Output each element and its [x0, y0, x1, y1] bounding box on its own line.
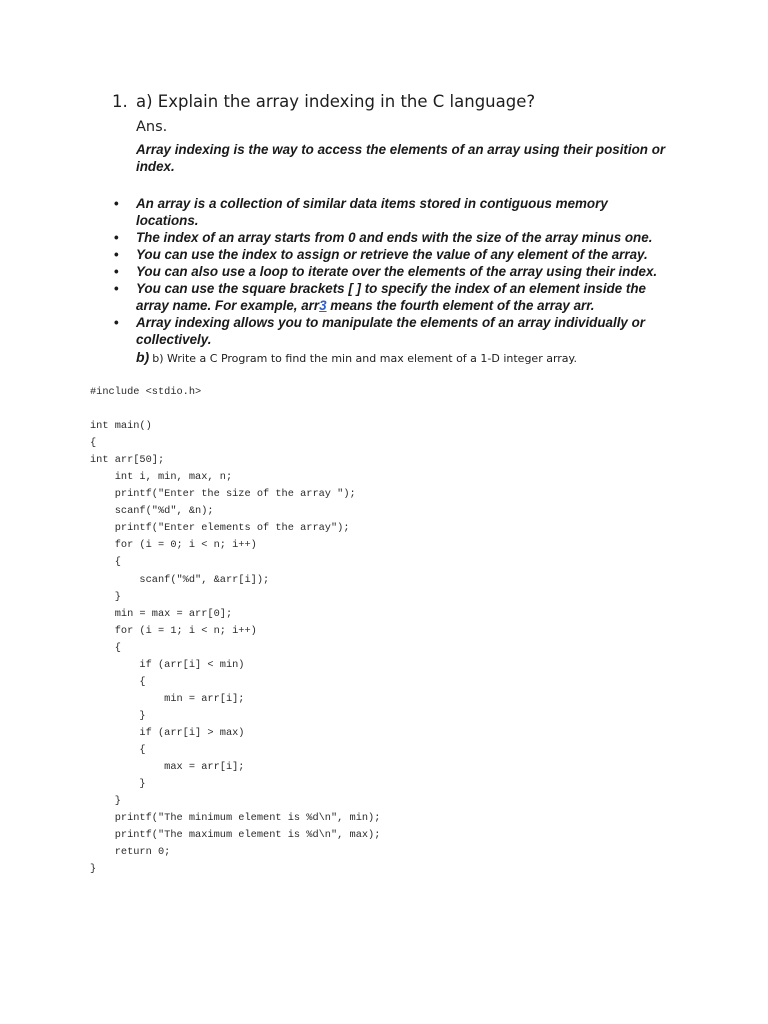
bullet-dot-icon: • [114, 315, 119, 330]
bullet-dot-icon: • [114, 247, 119, 262]
question-number: 1. [112, 92, 128, 111]
code-line: printf("Enter elements of the array"); [90, 522, 350, 535]
part-b-heading [136, 349, 577, 365]
code-line: { [90, 743, 146, 756]
bullet-text: The index of an array starts from 0 and ends with the size of the array minus one. [136, 230, 653, 245]
code-line: printf("The minimum element is %d\n", min); [90, 812, 381, 825]
bullet-text-after: means the fourth element of the array arr. [326, 298, 595, 313]
code-line: max = arr[i]; [90, 761, 245, 774]
question-title: a) Explain the array indexing in the C language? [136, 92, 536, 111]
code-line: { [90, 675, 146, 688]
bullet-text: You can use the index to assign or retrieve the value of any element of the array. [136, 247, 648, 262]
bullet-text: An array is a collection of similar data items stored in contiguous memory locations. [136, 196, 608, 228]
footnote-link[interactable]: 3 [319, 298, 327, 313]
bullet-item [112, 263, 672, 280]
code-line: scanf("%d", &arr[i]); [90, 573, 270, 586]
code-line: scanf("%d", &n); [90, 505, 214, 518]
code-line: if (arr[i] > max) [90, 726, 245, 739]
code-line: } [90, 778, 146, 791]
code-line: { [90, 556, 121, 569]
bullet-dot-icon: • [114, 281, 119, 296]
code-line: } [90, 709, 146, 722]
bullet-item [112, 280, 672, 314]
code-line: int arr[50]; [90, 454, 165, 467]
bullet-list [112, 195, 672, 348]
bullet-dot-icon: • [114, 196, 119, 211]
answer-intro: Array indexing is the way to access the elements of an array using their position or index. [136, 142, 666, 174]
code-line: } [90, 590, 121, 603]
bullet-item [112, 195, 672, 229]
code-block [90, 384, 380, 878]
code-line: for (i = 0; i < n; i++) [90, 539, 257, 552]
code-line: { [90, 437, 97, 450]
code-line: { [90, 641, 121, 654]
code-line: for (i = 1; i < n; i++) [90, 624, 257, 637]
bullet-item [112, 229, 672, 246]
code-line: return 0; [90, 846, 171, 859]
bullet-item [112, 314, 672, 348]
code-line: } [90, 863, 97, 876]
part-b-text: b) Write a C Program to find the min and max element of a 1-D integer array. [152, 352, 577, 365]
part-b-label: b) [136, 349, 150, 365]
bullet-text: You can also use a loop to iterate over the elements of the array using their index. [136, 264, 658, 279]
code-line: } [90, 795, 121, 808]
answer-label: Ans. [136, 119, 168, 135]
question-heading [112, 92, 535, 111]
bullet-item [112, 246, 672, 263]
code-line: int i, min, max, n; [90, 471, 233, 484]
code-line: #include <stdio.h> [90, 386, 202, 398]
code-line: min = max = arr[0]; [90, 607, 233, 620]
code-line: printf("The maximum element is %d\n", max); [90, 829, 381, 842]
code-line: min = arr[i]; [90, 692, 245, 705]
code-line: int main() [90, 420, 152, 433]
bullet-text: Array indexing allows you to manipulate the elements of an array individually or collectively. [136, 315, 645, 347]
code-line: if (arr[i] < min) [90, 658, 245, 671]
code-line: printf("Enter the size of the array "); [90, 488, 356, 501]
bullet-dot-icon: • [114, 264, 119, 279]
bullet-text-before: You can use the square brackets [ ] to specify the index of an element inside the array name. For example, arr [136, 281, 646, 313]
bullet-dot-icon: • [114, 230, 119, 245]
